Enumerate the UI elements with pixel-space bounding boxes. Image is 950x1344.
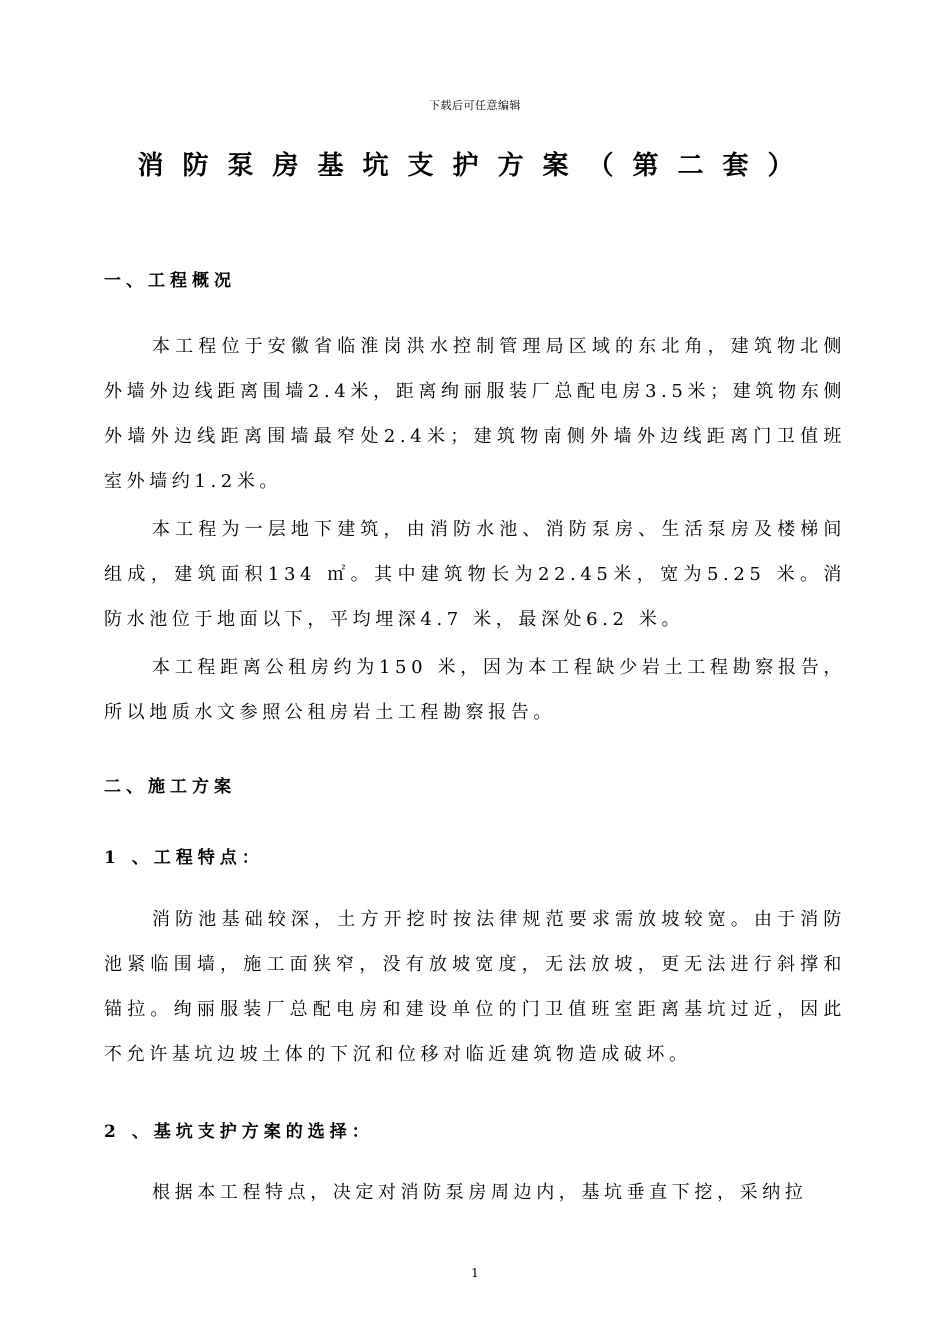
paragraph-location: 本工程位于安徽省临淮岗洪水控制管理局区域的东北角，建筑物北侧外墙外边线距离围墙2.4米，距离绚丽服装厂总配电房3.5米；建筑物东侧外墙外边线距离围墙最窄处2.4米；建筑物南侧外墙外边线距离门卫值班室外墙约1.2米。	[104, 336, 846, 492]
subsection-heading-features: 1 、工程特点：	[104, 848, 264, 868]
paragraph-geology: 本工程距离公租房约为150 米，因为本工程缺少岩土工程勘察报告，所以地质水文参照公租房岩土工程勘察报告。	[104, 657, 846, 723]
document-title: 消防泵房基坑支护方案（第二套）	[137, 151, 813, 181]
paragraph-support-choice: 根据本工程特点，决定对消防泵房周边内，基坑垂直下挖，采纳拉	[152, 1182, 808, 1203]
subsection-heading-support-choice: 2 、基坑支护方案的选择：	[104, 1122, 374, 1142]
section-heading-construction-plan: 二、施工方案	[104, 777, 236, 797]
page-number: 1	[471, 1266, 479, 1280]
header-note: 下载后可任意编辑	[429, 99, 521, 112]
section-heading-overview: 一、工程概况	[104, 271, 236, 291]
paragraph-features: 消防池基础较深，土方开挖时按法律规范要求需放坡较宽。由于消防池紧临围墙，施工面狭窄，没有放坡宽度，无法放坡，更无法进行斜撑和锚拉。绚丽服装厂总配电房和建设单位的门卫值班室距离基坑过近，因此不允许基坑边坡土体的下沉和位移对临近建筑物造成破坏。	[104, 909, 846, 1065]
paragraph-building: 本工程为一层地下建筑，由消防水池、消防泵房、生活泵房及楼梯间组成，建筑面积134 ㎡。其中建筑物长为22.45米，宽为5.25 米。消防水池位于地面以下，平均埋深4.7 米，最深处6.2 米。	[104, 519, 846, 630]
